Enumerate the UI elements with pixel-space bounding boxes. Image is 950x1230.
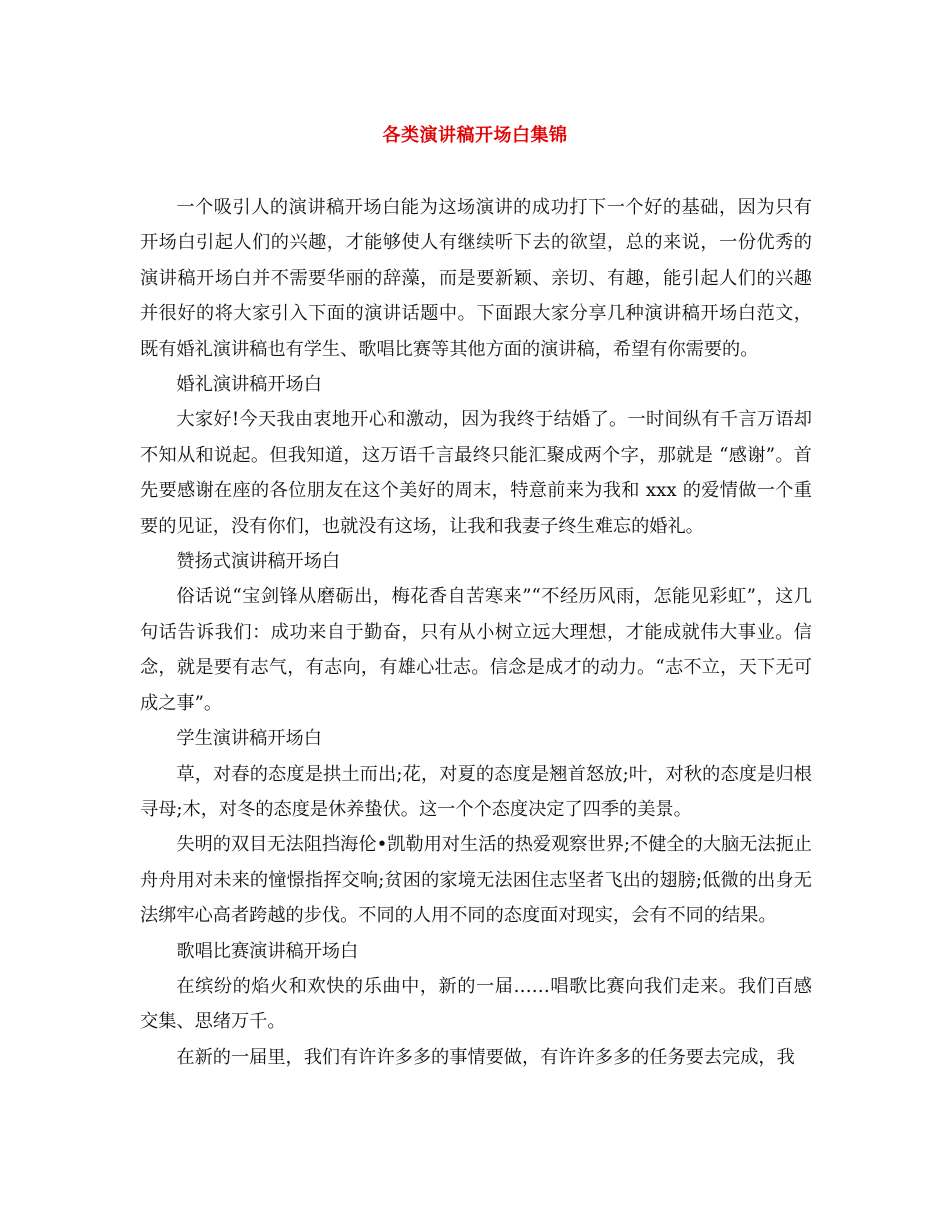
section-heading-praise: 赞扬式演讲稿开场白 [176,551,341,573]
singing-paragraph-2: 在新的一届里，我们有许许多多的事情要做，有许许多多的任务要去完成，我 [176,1046,795,1068]
praise-paragraph: 俗话说“宝剑锋从磨砺出，梅花香自苦寒来”“不经历风雨，怎能见彩虹”，这几句话告诉我们：成功来自于勤奋，只有从小树立远大理想，才能成就伟大事业。信念，就是要有志气，有志向，有雄心壮志。信念是成才的动力。“志不立，天下无可成之事”。 [140,586,812,714]
singing-paragraph-1: 在缤纷的焰火和欢快的乐曲中，新的一届……唱歌比赛向我们走来。我们百感交集、思绪万千。 [140,975,812,1033]
section-heading-wedding: 婚礼演讲稿开场白 [176,374,322,396]
section-heading-student: 学生演讲稿开场白 [176,728,322,750]
student-paragraph-1: 草，对春的态度是拱土而出;花，对夏的态度是翘首怒放;叶，对秋的态度是归根寻母;木，对冬的态度是休养蛰伏。这一个个态度决定了四季的美景。 [140,763,812,820]
student-paragraph-2: 失明的双目无法阻挡海伦•凯勒用对生活的热爱观察世界;不健全的大脑无法扼止舟舟用对未来的憧憬指挥交响;贫困的家境无法困住志坚者飞出的翅膀;低微的出身无法绑牢心高者跨越的步伐。不同的人用不同的态度面对现实，会有不同的结果。 [140,834,812,927]
document-body [140,190,812,1075]
intro-paragraph: 一个吸引人的演讲稿开场白能为这场演讲的成功打下一个好的基础，因为只有开场白引起人们的兴趣，才能够使人有继续听下去的欲望，总的来说，一份优秀的演讲稿开场白并不需要华丽的辞藻，而是要新颖、亲切、有趣，能引起人们的兴趣并很好的将大家引入下面的演讲话题中。下面跟大家分享几种演讲稿开场白范文，既有婚礼演讲稿也有学生、歌唱比赛等其他方面的演讲稿，希望有你需要的。 [140,197,812,360]
wedding-paragraph: 大家好!今天我由衷地开心和激动，因为我终于结婚了。一时间纵有千言万语却不知从和说起。但我知道，这万语千言最终只能汇聚成两个字，那就是 “感谢”。首先要感谢在座的各位朋友在这个美好的周末，特意前来为我和 xxx 的爱情做一个重要的见证，没有你们，也就没有这场，让我和我妻子终生难忘的婚礼。 [140,409,812,537]
section-heading-singing: 歌唱比赛演讲稿开场白 [176,940,359,962]
document-title: 各类演讲稿开场白集锦 [382,125,568,146]
